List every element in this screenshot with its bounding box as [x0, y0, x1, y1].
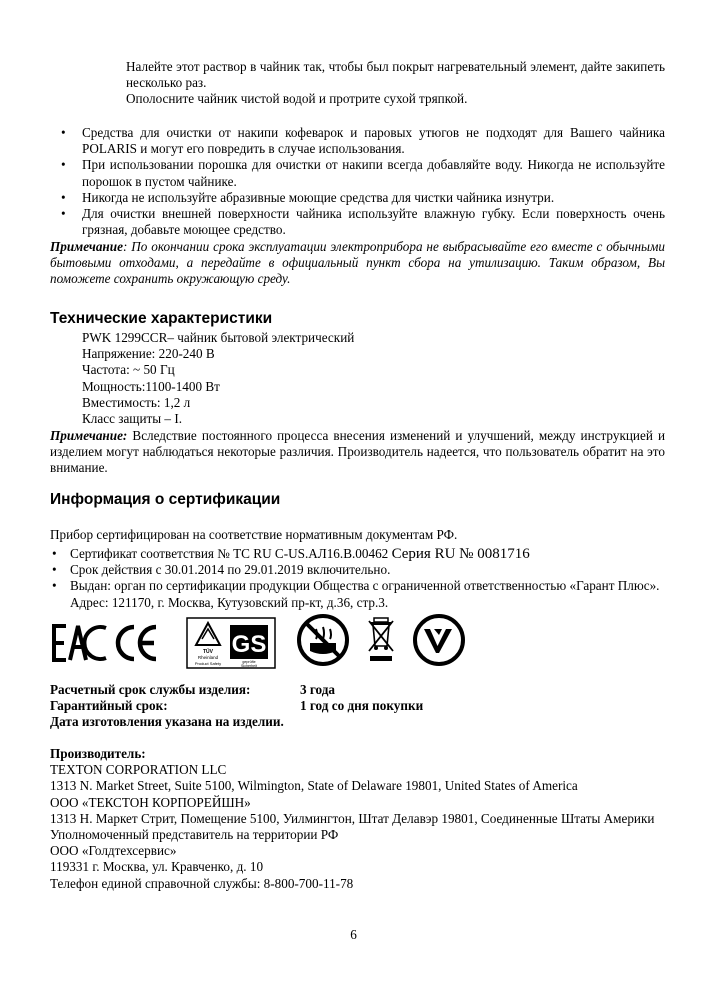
weee-bin-icon	[366, 616, 396, 664]
tuv-label: TÜV	[203, 649, 213, 655]
certificate-series: Серия RU № 0081716	[391, 546, 530, 562]
eac-mark-icon	[50, 620, 112, 666]
bullet-icon: •	[52, 546, 57, 561]
specs-note-label: Примечание:	[50, 428, 128, 443]
ukraine-conformity-icon	[412, 613, 466, 667]
list-item	[50, 546, 670, 562]
service-life-value: 3 года	[300, 682, 336, 697]
intro-line-2: Ополосните чайник чистой водой и протрите сухой тряпкой.	[126, 91, 468, 107]
manufacturer-line: ООО «Голдтехсервис»	[50, 843, 177, 859]
ce-label: CE	[114, 619, 116, 620]
warranty-value: 1 год со дня покупки	[300, 698, 424, 714]
list-item	[50, 562, 670, 578]
list-item: • Никогда не используйте абразивные моющие средства для чистки чайника изнутри.	[61, 189, 555, 205]
service-life-row	[50, 682, 665, 698]
intro-line-1: Налейте этот раствор в чайник так, чтобы был покрыт нагревательный элемент, дайте закипеть несколько раз.	[126, 59, 665, 91]
manufacturer-line: 1313 N. Market Street, Suite 5100, Wilmington, State of Delaware 19801, United States of America	[50, 778, 578, 794]
tuv-rheinland-label: Rheinland	[197, 655, 219, 660]
intro-block	[126, 59, 665, 108]
certificate-issuer: Выдан: орган по сертификации продукции Общества с ограниченной ответственностью «Гарант Плюс». Адрес: 121170, г. Москва, Кутузовский пр-кт, д.36, стр.3.	[70, 578, 660, 610]
gs-label: GS	[231, 631, 267, 658]
disposal-note	[50, 239, 665, 288]
care-bullet-list	[50, 125, 665, 238]
bullet-icon: •	[61, 125, 66, 140]
manufacturer-line: ООО «ТЕКСТОН КОРПОРЕЙШН»	[50, 794, 251, 810]
specs-heading: Технические характеристики	[50, 310, 273, 327]
list-item	[50, 578, 670, 610]
service-life-label: Расчетный срок службы изделия:	[50, 682, 251, 697]
gs-small-2: Sicherheit	[241, 664, 257, 668]
spec-voltage: Напряжение: 220-240 В	[82, 346, 215, 362]
note-text: : По окончании срока эксплуатации электроприбора не выбрасывайте его вместе с обычными бытовыми отходами, а передайте в официальный пункт сбора на утилизацию. Таким образом, Вы поможете сохранить окружающую среду.	[50, 239, 665, 287]
eac-label: EAC	[50, 620, 52, 621]
tuv-gs-mark-icon	[186, 617, 276, 669]
note-label: Примечание	[50, 239, 123, 254]
bullet-icon: •	[61, 189, 66, 205]
spec-frequency: Частота: ~ 50 Гц	[82, 362, 175, 378]
cert-intro: Прибор сертифицирован на соответствие нормативным документам РФ.	[50, 527, 458, 542]
list-item: • Средства для очистки от накипи кофеварок и паровых утюгов не подходят для Вашего чайника POLARIS и могут его повредить в случае использования.	[61, 125, 665, 157]
gs-small-1: geprüfte	[242, 660, 256, 664]
manufacturer-line: 1313 Н. Маркет Стрит, Помещение 5100, Уилмингтон, Штат Делавэр 19801, Соединенные Штаты Америки	[50, 810, 655, 826]
manufacturer-line: TEXTON CORPORATION LLC	[50, 762, 227, 778]
spec-power: Мощность:1100-1400 Вт	[82, 378, 220, 394]
ce-mark-icon	[114, 619, 158, 667]
specs-note	[50, 428, 665, 477]
manufacture-date-note: Дата изготовления указана на изделии.	[50, 714, 284, 730]
list-item: • Для очистки внешней поверхности чайника используйте влажную губку. Если поверхность очень грязная, добавьте моющее средство.	[61, 206, 665, 238]
cert-heading: Информация о сертификации	[50, 491, 281, 508]
certificate-validity: Срок действия с 30.01.2014 по 29.01.2019 включительно.	[70, 562, 391, 578]
manufacturer-line: 119331 г. Москва, ул. Кравченко, д. 10	[50, 859, 264, 875]
spec-protection-class: Класс защиты – I.	[82, 411, 183, 427]
bullet-icon: •	[52, 578, 57, 594]
service-block	[50, 682, 665, 731]
bullet-icon: •	[52, 562, 57, 578]
manufacturer-line: Телефон единой справочной службы: 8-800-700-11-78	[50, 875, 354, 891]
specs-list	[82, 330, 665, 427]
spec-capacity: Вместимость: 1,2 л	[82, 394, 191, 410]
list-item: • При использовании порошка для очистки от накипи всегда добавляйте воду. Никогда не используйте порошок в пустом чайнике.	[61, 157, 665, 189]
manufacturer-heading: Производитель:	[50, 746, 146, 761]
tuv-product-safety-label: Product Safety	[194, 661, 222, 666]
manufacturer-line: Уполномоченный представитель на территории РФ	[50, 827, 339, 843]
cert-bullet-list	[50, 546, 670, 611]
page-number: 6	[350, 927, 357, 942]
warranty-label: Гарантийный срок:	[50, 698, 168, 714]
specs-note-text: Вследствие постоянного процесса внесения изменений и улучшений, между инструкцией и изделием могут наблюдаться некоторые различия. Производитель надеется, что пользователь обратит на это внимание.	[50, 428, 665, 476]
bullet-icon: •	[61, 157, 66, 173]
bullet-icon: •	[61, 206, 66, 222]
no-dishwasher-icon	[296, 613, 350, 667]
certificate-number: Сертификат соответствия № ТС RU C-US.АЛ16.В.00462	[70, 546, 392, 561]
spec-model: PWK 1299CCR– чайник бытовой электрический	[82, 330, 355, 345]
manufacturer-block	[50, 746, 665, 892]
warranty-row	[50, 698, 665, 714]
